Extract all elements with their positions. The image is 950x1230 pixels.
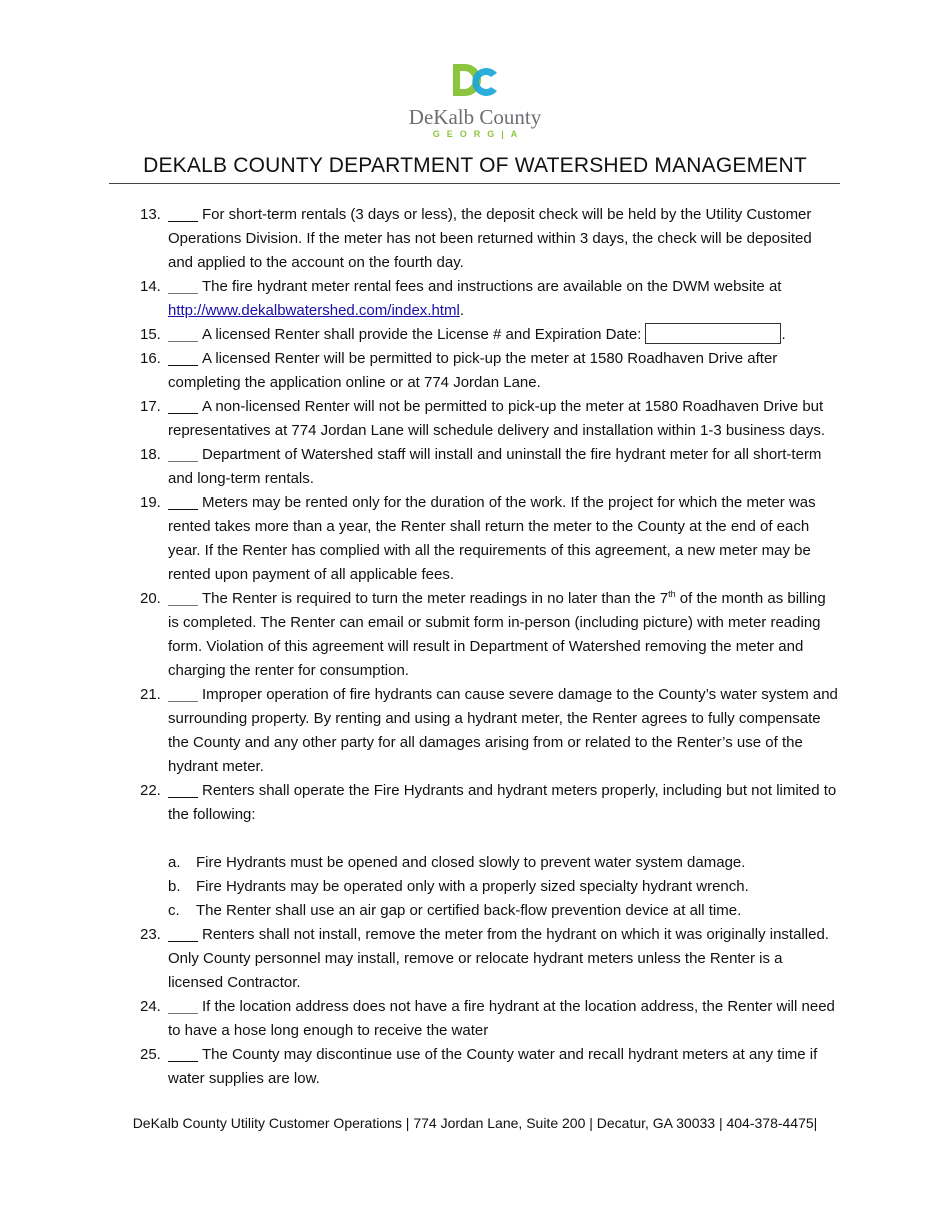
list-item [140, 1043, 840, 1091]
item-number: 16. [140, 350, 161, 367]
sub-item-letter: a. [168, 854, 181, 871]
item-text: A licensed Renter shall provide the License # and Expiration Date: [202, 326, 642, 343]
item-number: 22. [140, 782, 161, 799]
list-item [140, 587, 840, 683]
sub-item-text: Fire Hydrants may be operated only with a properly sized specialty hydrant wrench. [196, 878, 749, 895]
item-number: 24. [140, 998, 161, 1015]
item-text: Renters shall not install, remove the meter from the hydrant on which it was originally installed. Only County personnel may install, remove or relocate hydrant meters unless the Renter is a licensed Contractor. [168, 926, 829, 991]
sub-item-text: The Renter shall use an air gap or certified back-flow prevention device at all time. [196, 902, 742, 919]
list-item [140, 683, 840, 779]
item-number: 25. [140, 1046, 161, 1063]
item-text: The County may discontinue use of the County water and recall hydrant meters at any time if water supplies are low. [168, 1046, 818, 1087]
initial-blank[interactable] [168, 204, 198, 222]
initial-blank[interactable] [168, 996, 198, 1014]
item-number: 20. [140, 590, 161, 607]
page-footer: DeKalb County Utility Customer Operations | 774 Jordan Lane, Suite 200 | Decatur, GA 30033 | 404-378-4475| [132, 1115, 818, 1131]
item-text-suffix: . [459, 302, 464, 319]
initial-blank[interactable] [168, 444, 198, 462]
agreement-items-list [140, 203, 840, 827]
initial-blank[interactable] [168, 780, 198, 798]
ordinal-suffix: th [668, 589, 676, 599]
item-text: The fire hydrant meter rental fees and instructions are available on the DWM website at [202, 278, 782, 295]
list-item [140, 323, 840, 347]
item-text: The Renter is required to turn the meter readings in no later than the 7 [202, 590, 669, 607]
page-title: DEKALB COUNTY DEPARTMENT OF WATERSHED MANAGEMENT [143, 154, 807, 177]
dwm-website-link[interactable]: http://www.dekalbwatershed.com/index.html [168, 302, 460, 319]
initial-blank[interactable] [168, 684, 198, 702]
initial-blank[interactable] [168, 1044, 198, 1062]
initial-blank[interactable] [168, 924, 198, 942]
item-number: 17. [140, 398, 161, 415]
item-text: Renters shall operate the Fire Hydrants and hydrant meters properly, including but not limited to the following: [168, 782, 837, 823]
sub-item-letter: c. [168, 902, 180, 919]
item-number: 21. [140, 686, 161, 703]
item-text-suffix: of the month as billing is completed. The Renter can email or submit form in-person (including picture) with meter reading form. Violation of this agreement will result in Department of Watershed removing the meter and charging the renter for consumption. [168, 590, 826, 679]
item-text: Department of Watershed staff will install and uninstall the fire hydrant meter for all short-term and long-term rentals. [168, 446, 822, 487]
sub-list-item [140, 899, 840, 923]
header-divider [109, 183, 840, 184]
item-text: For short-term rentals (3 days or less), the deposit check will be held by the Utility Customer Operations Division. If the meter has not been returned within 3 days, the check will be deposited and applied to the account on the fourth day. [168, 206, 812, 271]
list-item [140, 779, 840, 827]
initial-blank[interactable] [168, 276, 198, 294]
initial-blank[interactable] [168, 588, 198, 606]
item-number: 23. [140, 926, 161, 943]
item-text: If the location address does not have a fire hydrant at the location address, the Renter will need to have a hose long enough to receive the water [168, 998, 835, 1039]
item-text: Improper operation of fire hydrants can cause severe damage to the County’s water system and surrounding property. By renting and using a hydrant meter, the Renter agrees to fully compensate the County and any other party for all damages arising from or related to the Renter’s use of the hydrant meter. [168, 686, 838, 775]
list-item [140, 395, 840, 443]
dekalb-county-logo [0, 62, 950, 139]
sub-list-item [140, 875, 840, 899]
list-item [140, 995, 840, 1043]
list-item [140, 923, 840, 995]
item-number: 18. [140, 446, 161, 463]
logo-county-name: DeKalb County [408, 105, 542, 129]
list-item [140, 275, 840, 323]
item-text: Meters may be rented only for the duration of the work. If the project for which the meter was rented takes more than a year, the Renter shall return the meter to the County at the end of each year. If the Renter has complied with all the requirements of this agreement, a new meter may be rented upon payment of all applicable fees. [168, 494, 816, 583]
sub-item-letter: b. [168, 878, 181, 895]
item-number: 13. [140, 206, 161, 223]
list-item [140, 491, 840, 587]
license-expiration-field[interactable] [645, 323, 781, 344]
list-item [140, 443, 840, 491]
item-number: 15. [140, 326, 161, 343]
item-text: A licensed Renter will be permitted to pick-up the meter at 1580 Roadhaven Drive after completing the application online or at 774 Jordan Lane. [168, 350, 778, 391]
list-item [140, 347, 840, 395]
sub-list-item [140, 851, 840, 875]
sub-item-text: Fire Hydrants must be opened and closed slowly to prevent water system damage. [196, 854, 746, 871]
item-number: 19. [140, 494, 161, 511]
item-text: A non-licensed Renter will not be permitted to pick-up the meter at 1580 Roadhaven Drive but representatives at 774 Jordan Lane will schedule delivery and installation within 1-3 business days. [168, 398, 826, 439]
dc-logo-icon [451, 62, 499, 102]
initial-blank[interactable] [168, 492, 198, 510]
item-text-suffix: . [781, 326, 786, 343]
item-number: 14. [140, 278, 161, 295]
operation-rules-sublist [140, 851, 840, 923]
agreement-items-list-continued [140, 923, 840, 1091]
initial-blank[interactable] [168, 396, 198, 414]
initial-blank[interactable] [168, 324, 198, 342]
logo-state-name: GEORG|A [432, 129, 525, 139]
list-item [140, 203, 840, 275]
initial-blank[interactable] [168, 348, 198, 366]
